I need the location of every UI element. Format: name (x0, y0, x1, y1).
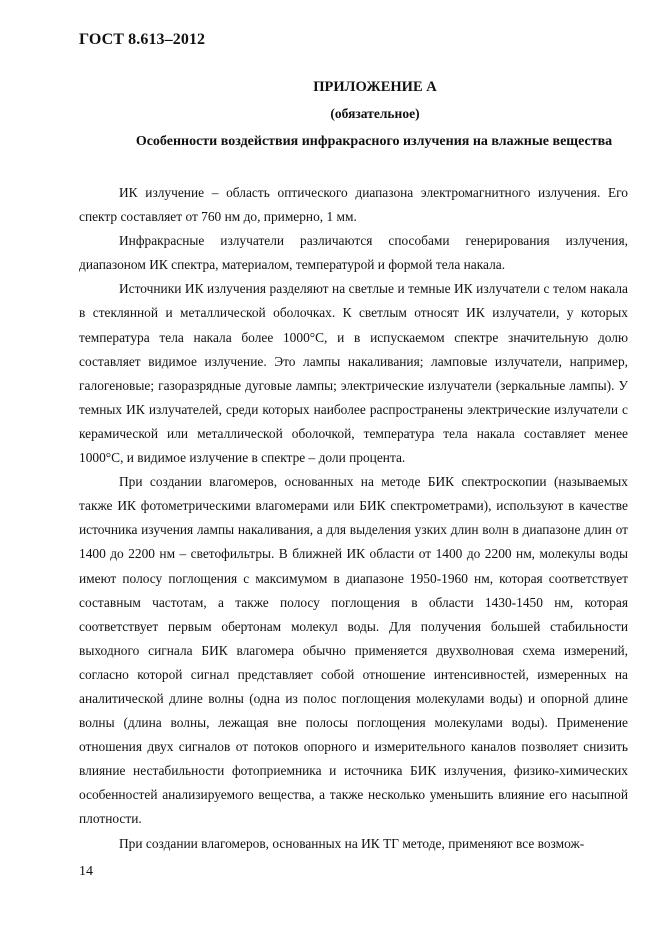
section-title: Особенности воздействия инфракрасного излучения на влажные вещества (135, 134, 613, 149)
paragraph-ir-definition: ИК излучение – область оптического диапазона электромагнитного излучения. Его спектр составляет от 760 нм до, примерно, 1 мм. (79, 185, 628, 225)
page-number: 14 (79, 864, 93, 879)
body-text (79, 181, 628, 856)
appendix-status: (обязательное) (330, 106, 420, 121)
paragraph-emitter-types: Инфракрасные излучатели различаются способами генерирования излучения, диапазоном ИК спектра, материалом, температурой и формой тела накала. (79, 233, 628, 273)
appendix-title: ПРИЛОЖЕНИЕ А (313, 79, 437, 95)
paragraph-nir-moisture-meters: При создании влагомеров, основанных на методе БИК спектроскопии (называемых также ИК фотометрическими влагомерами или БИК спектрометрами), используют в качестве источника изучения лампы накаливания, а для выделения узких длин волн в диапазоне длин от 1400 до 2200 нм – светофильтры. В ближней ИК области от 1400 до 2200 нм, молекулы воды имеют полосу поглощения с максимумом в диапазоне 1950-1960 нм, которая соответствует составным частотам, а также полосу поглощения в области 1430-1450 нм, которая соответствует первым обертонам молекул воды. Для получения большей стабильности выходного сигнала БИК влагомера обычно применяется двухволновая схема измерений, согласно которой сигнал представляет собой отношение интенсивностей, измеренных на аналитической длине волны (одна из полос поглощения молекулами воды) и опорной длине волны (длина волны, лежащая вне полосы поглощения молекулами воды). Применение отношения двух сигналов от потоков опорного и измерительного каналов позволяет снизить влияние нестабильности фотоприемника и источника БИК излучения, физико-химических особенностей анализируемого вещества, а также несколько уменьшить влияние его насыпной плотности. (79, 474, 628, 827)
document-code-header: ГОСТ 8.613–2012 (79, 31, 206, 48)
paragraph-light-dark-emitters: Источники ИК излучения разделяют на светлые и темные ИК излучатели с телом накала в стеклянной и металлической оболочках. К светлым относят ИК излучатели, у которых температура тела накала более 1000°С, и в испускаемом спектре значительную долю составляет видимое излучение. Это лампы накаливания; ламповые излучатели, например, галогеновые; газоразрядные дуговые лампы; электрические излучатели (зеркальные лампы). У темных ИК излучателей, среди которых наиболее распространены электрические излучатели с керамической или металлической оболочкой, температура тела накала составляет менее 1000°С, и видимое излучение в спектре – доли процента. (79, 281, 628, 466)
paragraph-ir-tg-method: При создании влагомеров, основанных на ИК ТГ методе, применяют все возмож- (119, 835, 585, 851)
